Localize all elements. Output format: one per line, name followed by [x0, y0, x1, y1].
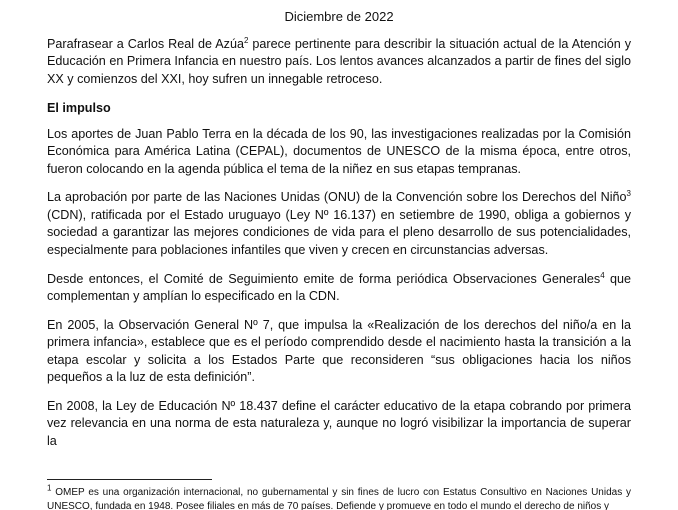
document-date: Diciembre de 2022 [284, 9, 394, 24]
paragraph-aportes: Los aportes de Juan Pablo Terra en la década de los 90, las investigaciones realizadas por la Comisión Económica para América Latina (CEPAL), documentos de UNESCO de la misma época, entre otros, fueron colocando en la agenda pública el tema de la niñez en sus etapas tempranas. [47, 126, 631, 176]
footnote-divider [47, 479, 212, 480]
document-body [47, 36, 631, 462]
footnote-text: OMEP es una organización internacional, no gubernamental y sin fines de lucro con Estatus Consultivo en Naciones Unidas y UNESCO, fundada en 1948. Posee filiales en más de 70 países. Defiende y promueve en todo el mundo el derecho de niños y [47, 487, 631, 510]
comite-text-start: Desde entonces, el Comité de Seguimiento emite de forma periódica Observaciones Generales [47, 271, 601, 286]
paragraph-ley-educacion: En 2008, la Ley de Educación Nº 18.437 define el carácter educativo de la etapa cobrando por primera vez relevancia en una norma de esta naturaleza y, aunque no logró visibilizar la importancia de superar la [47, 399, 631, 448]
footnote-ref-4[interactable]: 4 [600, 270, 605, 280]
paragraph-observacion-7: En 2005, la Observación General Nº 7, que impulsa la «Realización de los derechos del niño/a en la primera infancia», establece que es el período comprendido desde el nacimiento hasta la transición a la etapa escolar y solicita a los Estados Parte que reconsideren “sus obligaciones hacia los niños pequeños a la luz de esta definición”. [47, 317, 631, 385]
comite-text-end: que complementan y amplían lo especificado en la CDN. [47, 271, 631, 303]
footnote-number: 1 [47, 483, 52, 493]
intro-text-end: parece pertinente para describir la situación actual de la Atención y Educación en Primera Infancia en nuestro país. Los lentos avances alcanzados a partir de fines del siglo XX y comienzos del XXI, hoy sufren un innegable retroceso. [47, 37, 631, 86]
convencion-text-start: La aprobación por parte de las Naciones Unidas (ONU) de la Convención sobre los Derechos del Niño [47, 190, 627, 205]
footnote-ref-3[interactable]: 3 [626, 189, 631, 199]
paragraph-comite [47, 271, 631, 306]
section-heading: El impulso [47, 100, 111, 115]
footnote-ref-2[interactable]: 2 [243, 35, 249, 45]
paragraph-convencion [47, 189, 631, 259]
convencion-text-end: (CDN), ratificada por el Estado uruguayo (Ley Nº 16.137) en setiembre de 1990, obliga a gobiernos y sociedad a garantizar las mejores condiciones de vida para el pleno desarrollo de sus potencialidades, especialmente para poblaciones infantiles que viven y crecen en circunstancias adversas. [47, 207, 631, 257]
footnote-1 [47, 483, 631, 510]
intro-paragraph [47, 36, 631, 88]
intro-text-start: Parafrasear a Carlos Real de Azúa [47, 37, 244, 51]
